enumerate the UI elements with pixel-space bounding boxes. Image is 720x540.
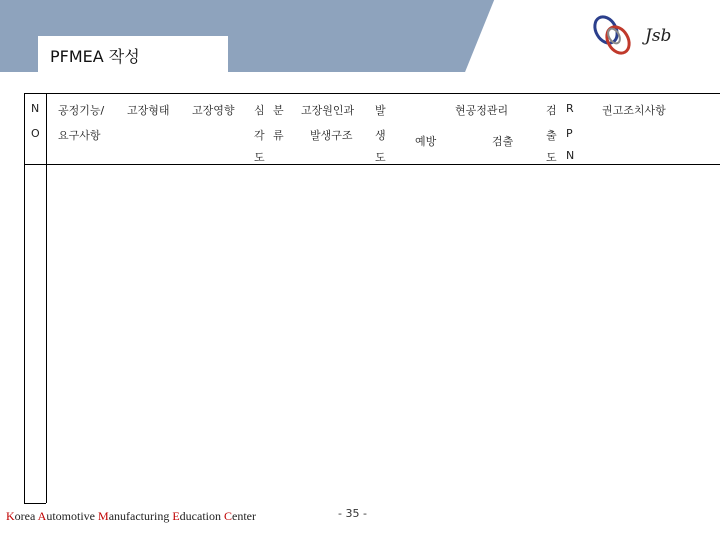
occurrence-char-3: 도	[375, 151, 386, 164]
table-top-border	[24, 93, 720, 94]
org-word-center: enter	[232, 509, 256, 523]
table-bottom-border	[24, 503, 46, 504]
table-col-divider-1	[46, 93, 47, 503]
org-initial-k: K	[6, 509, 15, 523]
current-control-label: 현공정관리	[455, 104, 509, 117]
rpn-char-2: P	[566, 127, 573, 140]
requirements-label: 요구사항	[58, 129, 101, 142]
org-word-korea: orea	[14, 509, 38, 523]
classification-char-2: 류	[273, 129, 284, 142]
org-initial-m: M	[98, 509, 109, 523]
detection-rating-char-1: 검	[546, 104, 557, 117]
brand-label: Jsb	[645, 26, 672, 46]
detection-rating-char-2: 출	[546, 129, 557, 142]
rpn-char-3: N	[566, 149, 575, 162]
org-word-automotive: utomotive	[46, 509, 99, 523]
severity-char-1: 심	[254, 104, 265, 117]
org-word-education: ducation	[179, 509, 224, 523]
footer-organization	[6, 509, 256, 524]
classification-char-1: 분	[273, 104, 284, 117]
process-function-label: 공정기능/	[58, 104, 105, 117]
severity-char-3: 도	[254, 151, 265, 164]
page-title: PFMEA 작성	[50, 47, 140, 66]
recommended-action-label: 권고조치사항	[602, 104, 666, 117]
failure-mechanism-label: 발생구조	[310, 129, 353, 142]
failure-cause-label: 고장원인과	[301, 104, 355, 117]
detection-rating-char-3: 도	[546, 151, 557, 164]
org-initial-e: E	[172, 509, 180, 523]
company-logo-icon	[588, 10, 640, 62]
occurrence-char-2: 생	[375, 129, 386, 142]
rpn-char-1: R	[566, 102, 574, 115]
page-number: - 35 -	[338, 507, 367, 520]
severity-char-2: 각	[254, 129, 265, 142]
org-word-manufacturing: anufacturing	[108, 509, 173, 523]
org-initial-c: C	[224, 509, 233, 523]
col-no-bottom: O	[31, 127, 40, 140]
table-header-divider	[24, 164, 720, 165]
failure-effect-label: 고장영향	[192, 104, 235, 117]
detection-label: 검출	[492, 135, 514, 148]
org-initial-a: A	[37, 509, 47, 523]
occurrence-char-1: 발	[375, 104, 386, 117]
failure-mode-label: 고장형태	[127, 104, 170, 117]
prevention-label: 예방	[415, 135, 437, 148]
col-no-top: N	[31, 102, 40, 115]
table-left-border	[24, 93, 25, 503]
